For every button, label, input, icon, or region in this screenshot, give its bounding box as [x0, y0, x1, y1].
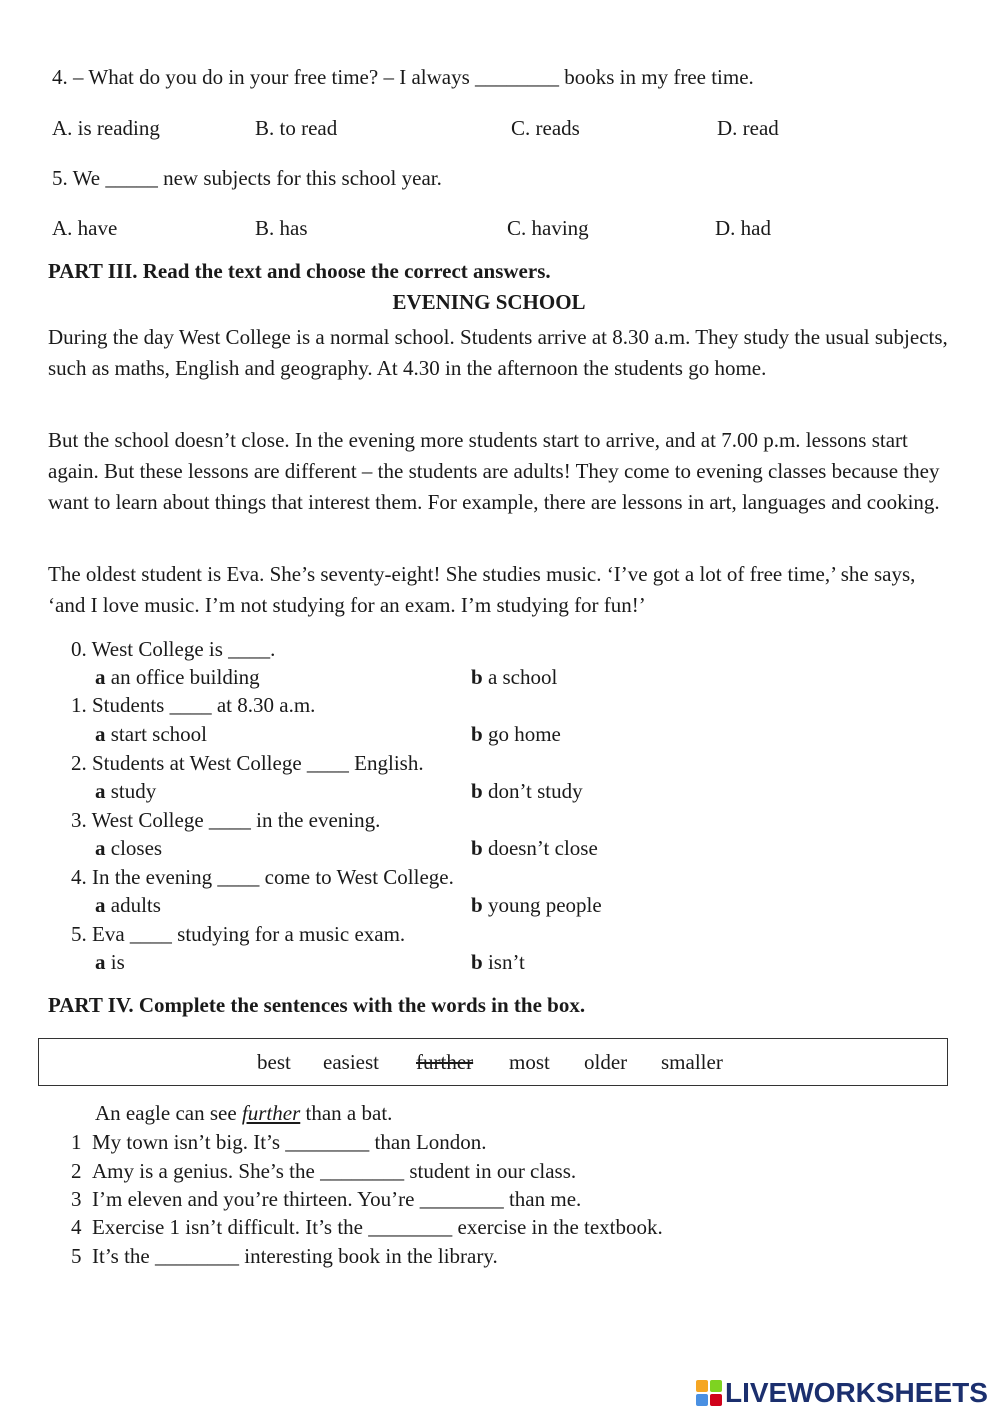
option-text: go home: [487, 722, 561, 746]
logo-mark-icon: [696, 1380, 722, 1406]
question-5-stem: 5. We _____ new subjects for this school year.: [52, 166, 442, 190]
option-letter: a: [95, 836, 106, 860]
reading-question-4-option-b[interactable]: [471, 892, 602, 918]
logo-square-1: [696, 1380, 708, 1392]
option-letter: b: [471, 893, 483, 917]
option-text: start school: [110, 722, 207, 746]
reading-paragraph-3: The oldest student is Eva. She’s seventy-eight! She studies music. ‘I’ve got a lot of free time,’ she says, ‘and I love music. I’m not studying for an exam. I’m studying for fun!’: [48, 562, 916, 617]
question-4-option-a[interactable]: A. is reading: [52, 116, 160, 140]
reading-question-2-stem: 2. Students at West College ____ English.: [71, 751, 424, 775]
option-letter: a: [95, 722, 106, 746]
reading-question-1-option-a[interactable]: [95, 721, 207, 747]
option-text: don’t study: [487, 779, 583, 803]
sentence-5[interactable]: [71, 1243, 498, 1269]
reading-question-0-option-a[interactable]: [95, 664, 260, 690]
option-letter: a: [95, 893, 106, 917]
option-text: isn’t: [487, 950, 525, 974]
sentence-text: I’m eleven and you’re thirteen. You’re ________ than me.: [92, 1187, 582, 1211]
reading-question-2-option-a[interactable]: [95, 778, 156, 804]
reading-question-5-stem: 5. Eva ____ studying for a music exam.: [71, 922, 406, 946]
question-5-option-d[interactable]: D. had: [715, 216, 771, 240]
sentence-number: 1: [71, 1130, 82, 1154]
option-letter: a: [95, 779, 106, 803]
option-letter: b: [471, 779, 483, 803]
option-text: doesn’t close: [487, 836, 598, 860]
sentence-number: 3: [71, 1187, 82, 1211]
reading-question-4-stem: 4. In the evening ____ come to West College.: [71, 865, 454, 889]
sentence-1[interactable]: [71, 1129, 487, 1155]
word-older: older: [584, 1050, 628, 1074]
option-text: a school: [487, 665, 558, 689]
option-text: closes: [110, 836, 163, 860]
reading-question-3-stem: 3. West College ____ in the evening.: [71, 808, 381, 832]
reading-question-0-option-b[interactable]: [471, 664, 557, 690]
reading-question-1-option-b[interactable]: [471, 721, 561, 747]
reading-question-2-option-b[interactable]: [471, 778, 583, 804]
reading-paragraph-1: During the day West College is a normal school. Students arrive at 8.30 a.m. They study the usual subjects, such as maths, English and geography. At 4.30 in the afternoon the students go home.: [48, 325, 948, 380]
question-4-option-b[interactable]: B. to read: [255, 116, 338, 140]
reading-question-5-option-a[interactable]: [95, 949, 125, 975]
sentence-number: 4: [71, 1215, 82, 1239]
word-further: further: [416, 1050, 474, 1074]
question-5-option-a[interactable]: A. have: [52, 216, 118, 240]
sentence-2[interactable]: [71, 1158, 576, 1184]
logo-text: LIVEWORKSHEETS: [725, 1377, 988, 1408]
question-4-option-c[interactable]: C. reads: [511, 116, 580, 140]
option-text: an office building: [110, 665, 260, 689]
liveworksheets-logo[interactable]: [696, 1378, 988, 1408]
logo-square-2: [710, 1380, 722, 1392]
part3-heading: PART III. Read the text and choose the correct answers.: [48, 259, 551, 283]
sentence-text: Exercise 1 isn’t difficult. It’s the ________ exercise in the textbook.: [92, 1215, 663, 1239]
logo-square-3: [696, 1394, 708, 1406]
example-sentence: [95, 1100, 392, 1126]
logo-square-4: [710, 1394, 722, 1406]
question-5-option-b[interactable]: B. has: [255, 216, 308, 240]
reading-question-3-option-a[interactable]: [95, 835, 162, 861]
example-answer: further: [241, 1101, 301, 1125]
option-letter: b: [471, 665, 483, 689]
question-5-option-c[interactable]: C. having: [507, 216, 589, 240]
reading-question-4-option-a[interactable]: [95, 892, 161, 918]
option-letter: a: [95, 665, 106, 689]
example-after: than a bat.: [300, 1101, 393, 1125]
word-box: [38, 1038, 948, 1086]
question-4-stem: 4. – What do you do in your free time? – I always ________ books in my free time.: [52, 65, 754, 89]
reading-paragraph-2: But the school doesn’t close. In the evening more students start to arrive, and at 7.00 p.m. lessons start again. But these lessons are different – the students are adults! They come to evening classes because they want to learn about things that interest them. For example, there are lessons in art, languages and cooking.: [48, 428, 940, 514]
sentence-text: My town isn’t big. It’s ________ than London.: [92, 1130, 487, 1154]
question-4-option-d[interactable]: D. read: [717, 116, 779, 140]
sentence-number: 2: [71, 1159, 82, 1183]
word-best: best: [257, 1050, 291, 1074]
sentence-3[interactable]: [71, 1186, 581, 1212]
example-before: An eagle can see: [95, 1101, 242, 1125]
option-text: adults: [110, 893, 161, 917]
word-most: most: [509, 1050, 550, 1074]
option-text: study: [110, 779, 157, 803]
option-letter: b: [471, 836, 483, 860]
option-letter: a: [95, 950, 106, 974]
reading-question-5-option-b[interactable]: [471, 949, 525, 975]
option-text: is: [110, 950, 125, 974]
reading-question-1-stem: 1. Students ____ at 8.30 a.m.: [71, 693, 316, 717]
sentence-text: Amy is a genius. She’s the ________ student in our class.: [92, 1159, 577, 1183]
part4-heading: PART IV. Complete the sentences with the words in the box.: [48, 993, 586, 1017]
word-smaller: smaller: [661, 1050, 723, 1074]
reading-question-0-stem: 0. West College is ____.: [71, 637, 276, 661]
option-letter: b: [471, 722, 483, 746]
reading-title: EVENING SCHOOL: [392, 290, 586, 314]
option-text: young people: [487, 893, 602, 917]
option-letter: b: [471, 950, 483, 974]
sentence-4[interactable]: [71, 1214, 663, 1240]
sentence-number: 5: [71, 1244, 82, 1268]
reading-question-3-option-b[interactable]: [471, 835, 598, 861]
sentence-text: It’s the ________ interesting book in the library.: [92, 1244, 498, 1268]
word-easiest: easiest: [323, 1050, 379, 1074]
